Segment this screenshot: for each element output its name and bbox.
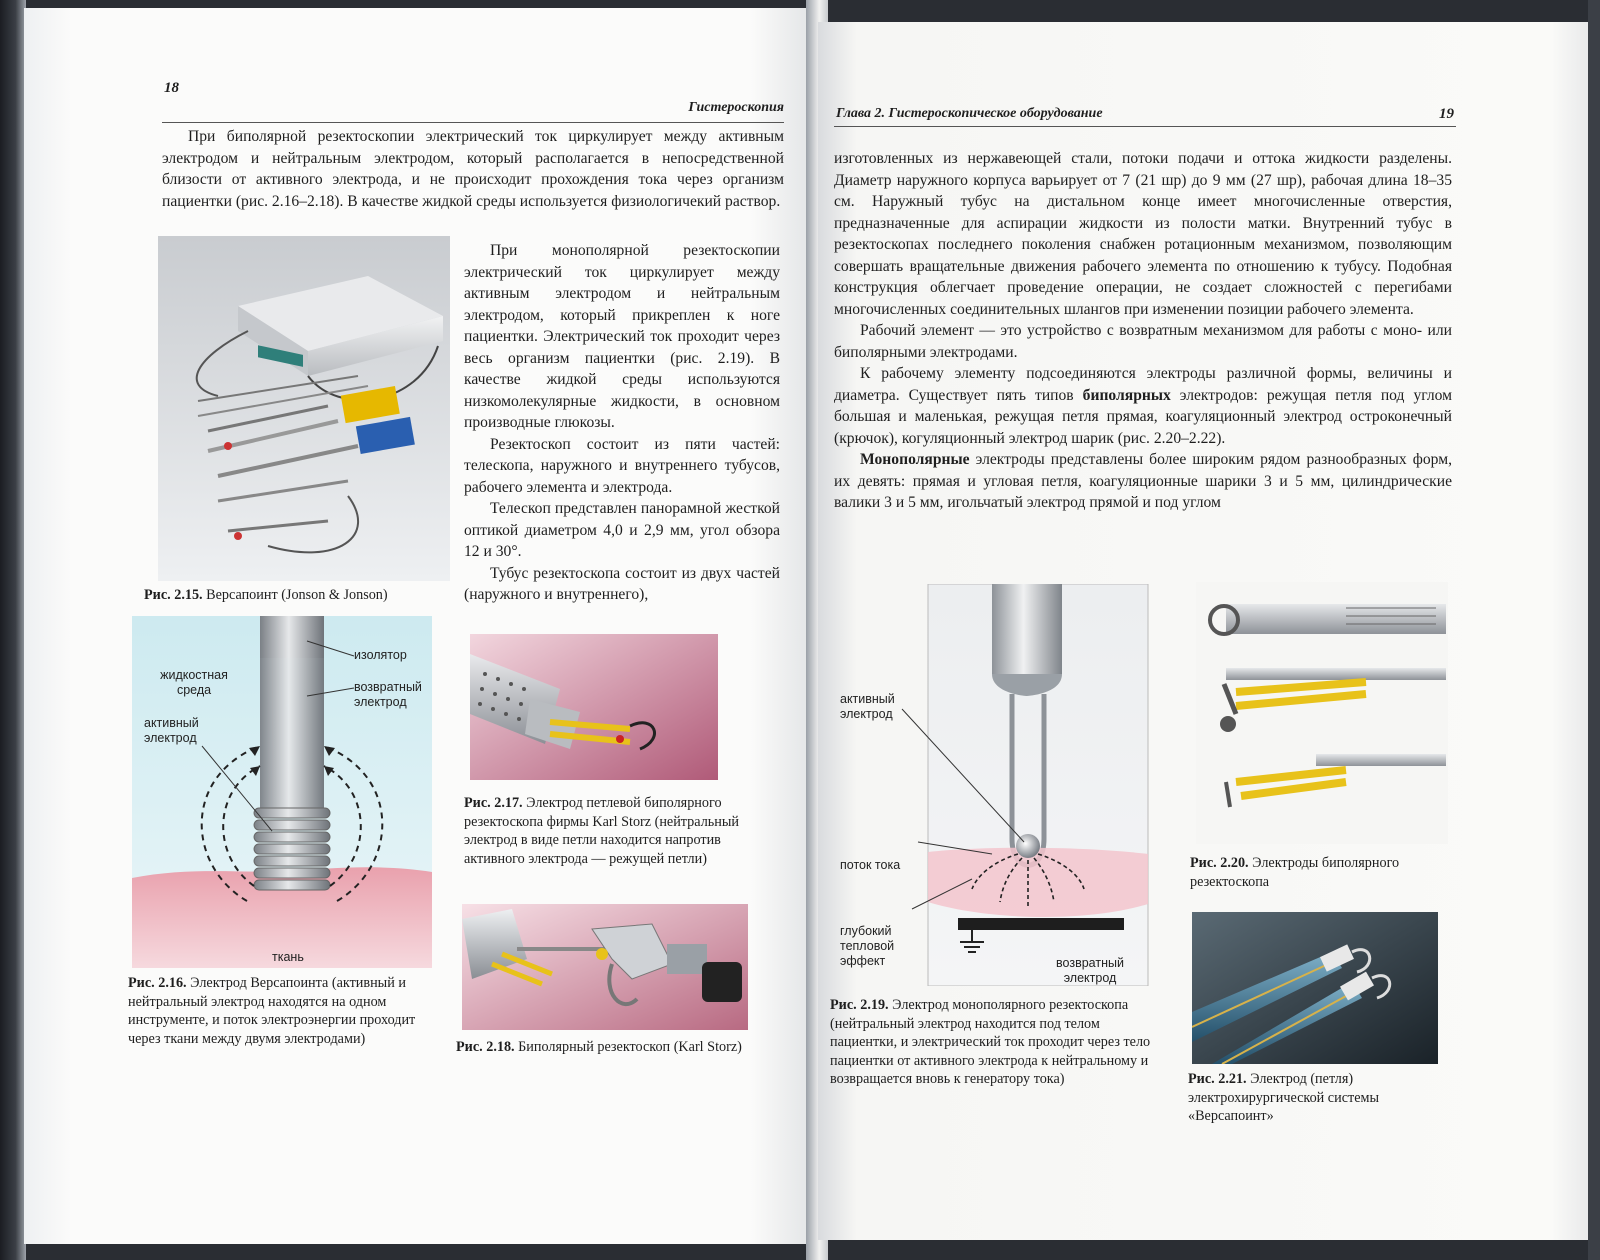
- figure-2-21-photo: [1192, 912, 1438, 1064]
- figure-2-19-diagram: [832, 584, 1158, 986]
- figure-2-18-caption: [456, 1038, 756, 1057]
- running-head: Глава 2. Гистероскопическое оборудование: [836, 106, 1103, 121]
- right-body-text: [834, 148, 1452, 514]
- header-rule: [162, 122, 784, 123]
- figure-2-17-number: Рис. 2.17.: [464, 795, 523, 811]
- figure-2-19-caption: [830, 996, 1156, 1089]
- figure-2-18-text: Биполярный резектоскоп (Karl Storz): [518, 1039, 742, 1055]
- label-tissue: ткань: [272, 950, 304, 964]
- label-current-flow: поток тока: [840, 858, 901, 872]
- figure-2-15-number: Рис. 2.15.: [144, 587, 203, 603]
- figure-2-20-caption: [1190, 854, 1454, 891]
- figure-2-17-text: Электрод петлевой биполярного резектоскопа фирмы Karl Storz (нейтральный электрод в виде петли находится напротив активного электрода — режущей петли): [464, 795, 739, 867]
- paragraph-bipolar: При биполярной резектоскопии электрический ток циркулирует между активным электродом и нейтральным электродом, который располагается в непосредственной близости от активного электрода, и не происходит прохождения тока через организм пациентки (рис. 2.16–2.18). В качестве жидкой среды используется физиологичекий раствор.: [162, 128, 784, 210]
- paragraph-tube: Тубус резектоскопа состоит из двух частей (наружного и внутреннего),: [464, 564, 780, 603]
- figure-2-20-number: Рис. 2.20.: [1190, 855, 1249, 871]
- paragraph-tube-continued: изготовленных из нержавеющей стали, потоки подачи и оттока жидкости разделены. Диаметр наружного корпуса варьирует от 7 (21 шр) до 9 мм (27 шр), рабочая длина 18–35 см. Наружный тубус на дистальном конце имеет многочисленные отверстия, предназначенные для аспирации жидкости из полости матки. Внутренний тубус в резектоскопах последнего поколения снабжен ротационным механизмом, позволяющим совершать вращательные движения рабочего элемента по отношению к тубусу. Подобная конструкция облегчает проведение операции, не создает сложностей с перегибами многочисленных соединительных шлангов при изменении позиции рабочего элемента.: [834, 150, 1452, 318]
- paragraph-telescope: Телескоп представлен панорамной жесткой оптикой диаметром 4,0 и 2,9 мм, угол обзора 12 и 30°.: [464, 500, 780, 560]
- figure-2-17-caption: [464, 794, 754, 868]
- figure-2-21-caption: [1188, 1070, 1458, 1126]
- figure-2-17-photo: [470, 634, 718, 780]
- right-page: [818, 22, 1590, 1240]
- figure-2-19-number: Рис. 2.19.: [830, 997, 889, 1013]
- label-deep-thermal-effect: глубокий тепловой эффект: [840, 924, 895, 968]
- figure-2-16-text: Электрод Версапоинта (активный и нейтральный электрод находятся на одном инструменте, и поток электроэнергии проходит через ткани между двумя электродами): [128, 975, 416, 1047]
- paragraph-monopolar: При монополярной резектоскопии электрический ток циркулирует между активным электродом и нейтральным электродом, который прикреплен к ноге пациентки. Электрический ток проходит через весь организм пациентки (рис. 2.19). В качестве жидкой среды используются низкомолекулярные жидкости, в основном производные глюкозы.: [464, 242, 780, 431]
- page-number: 18: [164, 80, 179, 96]
- book-edge-left: [0, 0, 26, 1260]
- header-rule: [834, 126, 1456, 127]
- paragraph-bipolar-electrodes: К рабочему элементу подсоединяются электроды различной формы, величины и диаметра. Существует пять типов биполярных электродов: режущая петля под углом большая и маленькая, режущая петля прямая, коагуляционный электрод остроконечный (крючок), когуляционный электрод шарик (рис. 2.20–2.22).: [834, 365, 1452, 447]
- figure-2-16-diagram: [132, 616, 432, 968]
- figure-2-16-number: Рис. 2.16.: [128, 975, 187, 991]
- figure-2-15-caption: [144, 586, 454, 605]
- label-active-electrode: активный электрод: [840, 692, 895, 721]
- left-page: [24, 8, 814, 1244]
- figure-2-15-text: Версапоинт (Jonson & Jonson): [206, 587, 388, 603]
- page-number: 19: [1439, 106, 1454, 122]
- figure-2-21-text: Электрод (петля) электрохирургической системы «Версапоинт»: [1188, 1071, 1379, 1124]
- label-insulator: изолятор: [354, 648, 407, 662]
- figure-2-16-caption: [128, 974, 434, 1048]
- figure-2-19-text: Электрод монополярного резектоскопа (нейтральный электрод находится под телом пациентки, и электрический ток проходит через тело пациентки от активного электрода к нейтральному и возвращается вновь к генератору тока): [830, 997, 1151, 1087]
- label-return-electrode: возвратный электрод: [1056, 956, 1124, 985]
- book-edge-right: [1588, 0, 1600, 1260]
- label-active-electrode: активный электрод: [144, 716, 199, 745]
- figure-2-21-number: Рис. 2.21.: [1188, 1071, 1247, 1087]
- label-fluid-medium: жидкостная среда: [160, 668, 228, 697]
- paragraph-monopolar-electrodes: Монополярные электроды представлены более широким рядом разнообразных форм, их девять: прямая и угловая петля, коагуляционные шарики 3 и 5 мм, цилиндрические валики 3 и 5 мм, игольчатый электрод прямой и под углом: [834, 451, 1452, 511]
- figure-2-15-photo: [158, 236, 450, 581]
- column-text: [464, 240, 780, 606]
- figure-2-18-number: Рис. 2.18.: [456, 1039, 515, 1055]
- figure-2-20-text: Электроды биполярного резектоскопа: [1190, 855, 1400, 890]
- figure-2-20-photo: [1196, 582, 1448, 844]
- running-head: Гистероскопия: [688, 100, 784, 115]
- label-return-electrode: возвратный электрод: [354, 680, 422, 709]
- figure-2-18-photo: [462, 904, 748, 1030]
- paragraph-working-element: Рабочий элемент — это устройство с возвратным механизмом для работы с моно- или биполярными электродами.: [834, 322, 1452, 361]
- paragraph-resectoscope-parts: Резектоскоп состоит из пяти частей: телескопа, наружного и внутреннего тубусов, рабочего элемента и электрода.: [464, 435, 780, 496]
